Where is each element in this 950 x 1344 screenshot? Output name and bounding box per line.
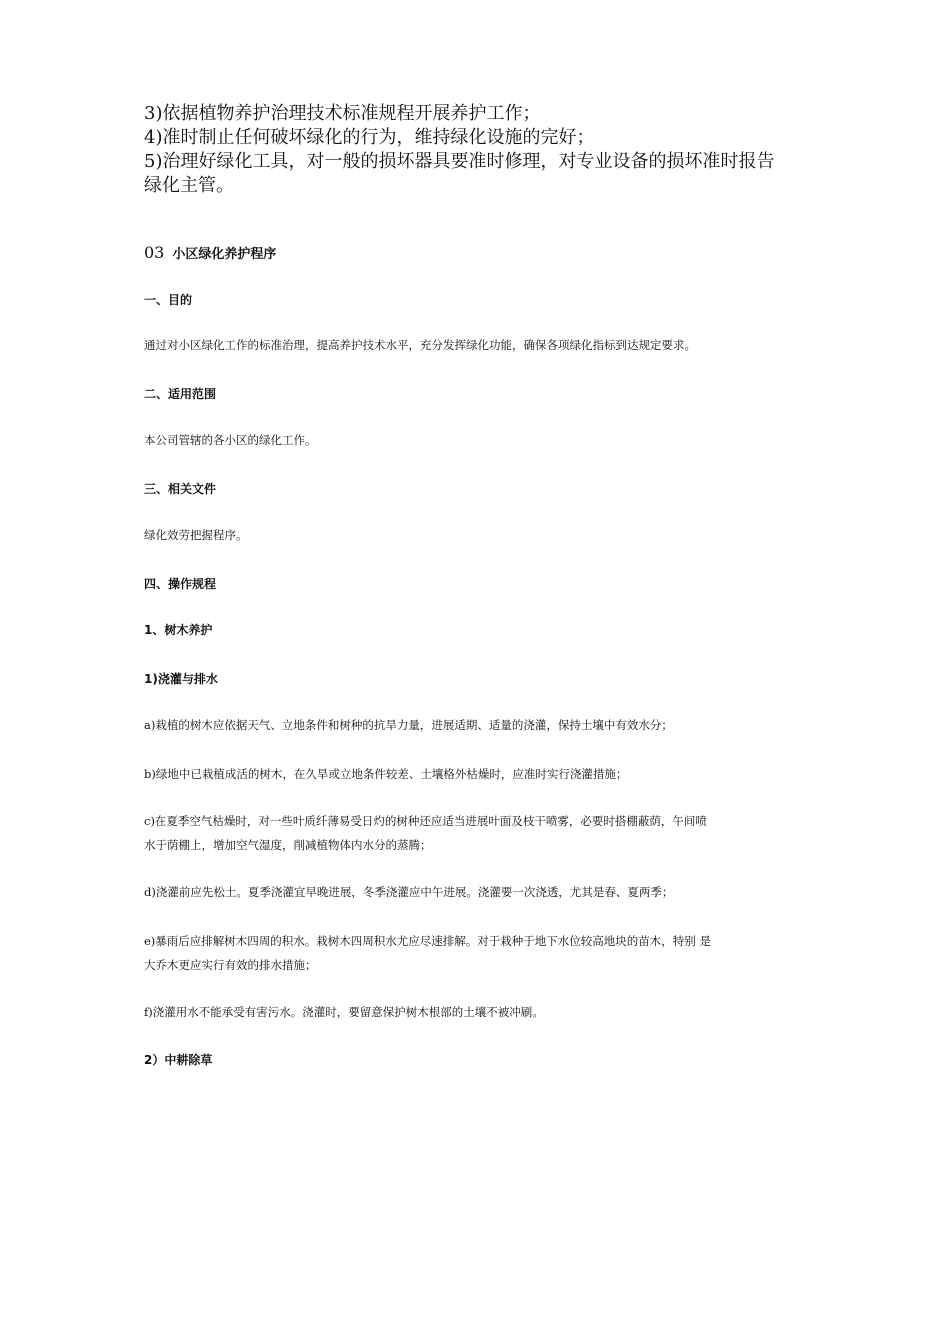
section-title (144, 243, 276, 265)
section-title-text: 小区绿化养护程序 (172, 247, 277, 262)
intro-line-5: 5)治理好绿化工具，对一般的损坏器具要准时修理，对专业设备的损坏准时报告 (144, 151, 775, 172)
intro-line-3: 3)依据植物养护治理技术标准规程开展养护工作； (144, 103, 541, 124)
intro-line-4: 4)准时制止任何破坏绿化的行为，维持绿化设施的完好； (144, 127, 595, 148)
heading-scope: 二、适用范围 (144, 387, 217, 401)
section-number: 03 (144, 243, 165, 262)
irrigation-item-f: f)浇灌用水不能承受有害污水。浇灌时，要留意保护树木根部的土壤不被冲刷。 (144, 1005, 544, 1019)
heading-purpose: 一、目的 (144, 293, 193, 307)
irrigation-item-e-line1: e)暴雨后应排解树木四周的积水。栽树木四周积水尤应尽速排解。对于栽种于地下水位较高地块的苗木，特别 是 (144, 934, 711, 948)
paragraph-scope: 本公司管辖的各小区的绿化工作。 (144, 433, 317, 447)
heading-weeding: 2）中耕除草 (144, 1053, 213, 1067)
heading-procedure: 四、操作规程 (144, 577, 217, 591)
intro-line-5-cont: 绿化主管。 (144, 175, 234, 196)
heading-irrigation: 1)浇灌与排水 (144, 672, 218, 686)
irrigation-item-c-line2: 水于荫棚上，增加空气湿度，削减植物体内水分的蒸腾； (144, 838, 432, 852)
heading-tree-care: 1、树木养护 (144, 623, 213, 637)
heading-docs: 三、相关文件 (144, 482, 217, 496)
irrigation-item-d: d)浇灌前应先松土。夏季浇灌宜早晚进展，冬季浇灌应中午进展。浇灌要一次浇透，尤其是春、夏两季； (144, 885, 674, 899)
irrigation-item-a: a)栽植的树木应依据天气、立地条件和树种的抗旱力量，进展适期、适量的浇灌，保持土壤中有效水分； (144, 718, 673, 732)
irrigation-item-c-line1: c)在夏季空气枯燥时，对一些叶质纤薄易受日灼的树种还应适当进展叶面及枝干喷雾，必要时搭棚蔽荫，午间喷 (144, 814, 707, 828)
paragraph-purpose: 通过对小区绿化工作的标准治理，提高养护技术水平，充分发挥绿化功能，确保各项绿化指标到达规定要求。 (144, 338, 696, 352)
irrigation-item-e-line2: 大乔木更应实行有效的排水措施； (144, 958, 317, 972)
irrigation-item-b: b)绿地中已栽植成活的树木，在久旱或立地条件较差、土壤格外枯燥时，应准时实行浇灌措施； (144, 767, 628, 781)
paragraph-docs: 绿化效劳把握程序。 (144, 528, 248, 542)
